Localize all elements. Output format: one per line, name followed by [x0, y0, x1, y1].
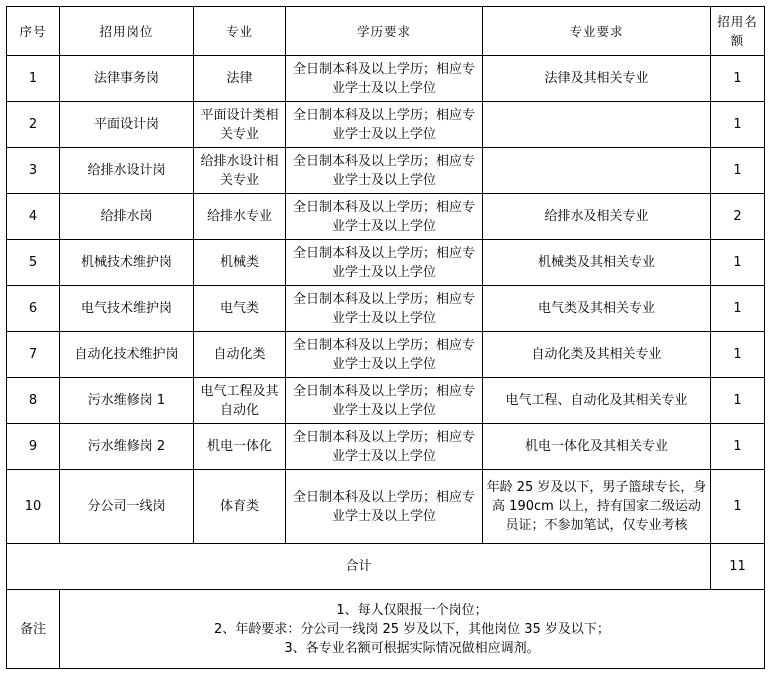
header-row [7, 7, 765, 56]
cell-major: 给排水专业 [194, 194, 286, 240]
header-major: 专业 [194, 7, 286, 56]
table-row [7, 286, 765, 332]
recruitment-table [6, 6, 765, 669]
cell-position: 平面设计岗 [60, 102, 194, 148]
cell-position: 法律事务岗 [60, 56, 194, 102]
cell-major-requirement: 电气工程、自动化及其相关专业 [483, 378, 711, 424]
cell-major-requirement: 机械类及其相关专业 [483, 240, 711, 286]
cell-position: 污水维修岗 1 [60, 378, 194, 424]
notes-content [60, 590, 765, 669]
cell-major: 平面设计类相关专业 [194, 102, 286, 148]
cell-quota: 1 [711, 148, 765, 194]
cell-index: 5 [7, 240, 60, 286]
note-item: 3、各专业名额可根据实际情况做相应调剂。 [284, 640, 540, 656]
total-value: 11 [711, 544, 765, 590]
cell-position: 给排水设计岗 [60, 148, 194, 194]
cell-position: 自动化技术维护岗 [60, 332, 194, 378]
cell-index: 3 [7, 148, 60, 194]
cell-education: 全日制本科及以上学历；相应专业学士及以上学位 [286, 240, 483, 286]
cell-education: 全日制本科及以上学历；相应专业学士及以上学位 [286, 148, 483, 194]
header-major-requirement: 专业要求 [483, 7, 711, 56]
header-education: 学历要求 [286, 7, 483, 56]
table-row [7, 470, 765, 544]
cell-quota: 1 [711, 424, 765, 470]
cell-position: 给排水岗 [60, 194, 194, 240]
cell-major-requirement: 给排水及相关专业 [483, 194, 711, 240]
header-quota: 招用名额 [711, 7, 765, 56]
cell-quota: 1 [711, 56, 765, 102]
cell-education: 全日制本科及以上学历；相应专业学士及以上学位 [286, 378, 483, 424]
table-row [7, 332, 765, 378]
cell-education: 全日制本科及以上学历；相应专业学士及以上学位 [286, 424, 483, 470]
cell-quota: 1 [711, 286, 765, 332]
cell-quota: 2 [711, 194, 765, 240]
cell-index: 2 [7, 102, 60, 148]
cell-education: 全日制本科及以上学历；相应专业学士及以上学位 [286, 332, 483, 378]
cell-major-requirement [483, 148, 711, 194]
cell-education: 全日制本科及以上学历；相应专业学士及以上学位 [286, 56, 483, 102]
cell-major: 给排水设计相关专业 [194, 148, 286, 194]
table-row [7, 56, 765, 102]
table-row [7, 102, 765, 148]
cell-position: 污水维修岗 2 [60, 424, 194, 470]
cell-position: 分公司一线岗 [60, 470, 194, 544]
table-row [7, 194, 765, 240]
cell-index: 1 [7, 56, 60, 102]
cell-education: 全日制本科及以上学历；相应专业学士及以上学位 [286, 102, 483, 148]
cell-major-requirement: 自动化类及其相关专业 [483, 332, 711, 378]
cell-position: 电气技术维护岗 [60, 286, 194, 332]
cell-education: 全日制本科及以上学历；相应专业学士及以上学位 [286, 286, 483, 332]
cell-major-requirement: 电气类及其相关专业 [483, 286, 711, 332]
cell-quota: 1 [711, 102, 765, 148]
cell-major: 自动化类 [194, 332, 286, 378]
table-row [7, 148, 765, 194]
cell-major-requirement: 法律及其相关专业 [483, 56, 711, 102]
cell-major: 机电一体化 [194, 424, 286, 470]
cell-position: 机械技术维护岗 [60, 240, 194, 286]
table-row [7, 424, 765, 470]
note-item: 2、年龄要求：分公司一线岗 25 岁及以下，其他岗位 35 岁及以下； [214, 621, 610, 637]
cell-education: 全日制本科及以上学历；相应专业学士及以上学位 [286, 470, 483, 544]
cell-index: 7 [7, 332, 60, 378]
cell-education: 全日制本科及以上学历；相应专业学士及以上学位 [286, 194, 483, 240]
cell-major: 法律 [194, 56, 286, 102]
cell-major: 电气类 [194, 286, 286, 332]
cell-index: 6 [7, 286, 60, 332]
cell-quota: 1 [711, 470, 765, 544]
cell-major: 体育类 [194, 470, 286, 544]
notes-label: 备注 [7, 590, 60, 669]
cell-major-requirement [483, 102, 711, 148]
table-row [7, 378, 765, 424]
cell-quota: 1 [711, 378, 765, 424]
cell-major: 机械类 [194, 240, 286, 286]
cell-major: 电气工程及其自动化 [194, 378, 286, 424]
note-item: 1、每人仅限报一个岗位； [336, 602, 488, 618]
cell-major-requirement: 机电一体化及其相关专业 [483, 424, 711, 470]
total-row [7, 544, 765, 590]
header-index: 序号 [7, 7, 60, 56]
cell-index: 10 [7, 470, 60, 544]
notes-row [7, 590, 765, 669]
cell-major-requirement: 年龄 25 岁及以下，男子篮球专长，身高 190cm 以上，持有国家二级运动员证；不参加笔试，仅专业考核 [483, 470, 711, 544]
cell-index: 9 [7, 424, 60, 470]
cell-index: 4 [7, 194, 60, 240]
cell-quota: 1 [711, 240, 765, 286]
cell-quota: 1 [711, 332, 765, 378]
header-position: 招用岗位 [60, 7, 194, 56]
cell-index: 8 [7, 378, 60, 424]
table-row [7, 240, 765, 286]
total-label: 合计 [7, 544, 711, 590]
